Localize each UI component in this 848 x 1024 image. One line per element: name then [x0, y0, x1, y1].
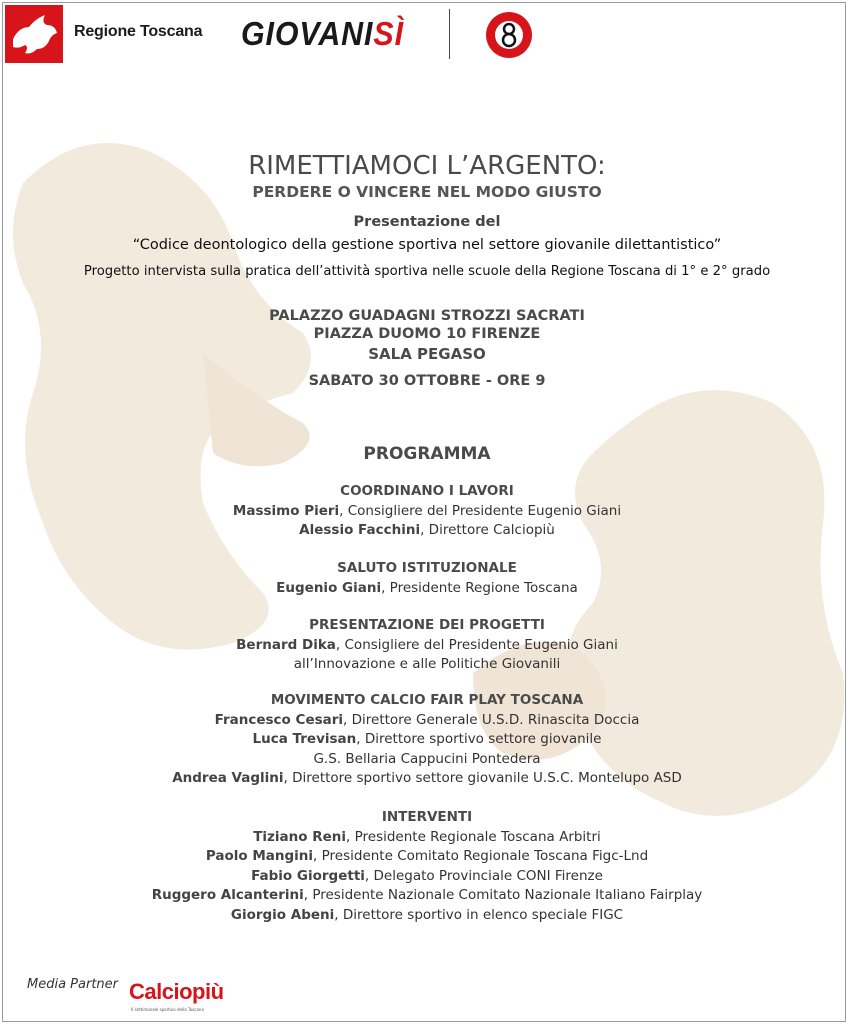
speaker-role: , Consigliere del Presidente Eugenio Giani — [339, 502, 622, 519]
giovani-word: GIOVANI — [241, 15, 374, 52]
code-title: “Codice deontologico della gestione sportiva nel settore giovanile dilettantistico” — [132, 237, 722, 253]
speaker-role: all’Innovazione e alle Politiche Giovanili — [293, 656, 561, 672]
event-title: RIMETTIAMOCI L’ARGENTO: — [248, 151, 606, 181]
event-date: SABATO 30 OTTOBRE - ORE 9 — [308, 373, 546, 389]
speaker-role: , Consigliere del Presidente Eugenio Giani — [335, 636, 618, 653]
speaker-role: G.S. Bellaria Cappucini Pontedera — [313, 750, 541, 767]
speaker-name: Bernard Dika — [236, 636, 336, 653]
program-speaker-line — [3, 887, 846, 903]
speaker-role: , Presidente Comitato Regionale Toscana Figc-Lnd — [313, 848, 649, 864]
program-speaker-line — [3, 770, 846, 786]
program-speaker-line — [3, 712, 846, 728]
speaker-role: , Direttore Generale U.S.D. Rinascita Doccia — [343, 711, 640, 728]
speaker-role: , Presidente Nazionale Comitato Nazionale Italiano Fairplay — [303, 887, 703, 903]
speaker-name: Andrea Vaglini — [172, 770, 284, 786]
si-word: SÌ — [373, 15, 404, 52]
pegasus-watermark-left-icon — [3, 123, 333, 683]
media-partner-label: Media Partner — [27, 977, 119, 992]
speaker-role: , Direttore Calciopiù — [420, 522, 555, 538]
calciopiu-tagline: Il settimanale sportivo della Toscana — [131, 1007, 204, 1012]
speaker-name: Ruggero Alcanterini — [151, 887, 304, 903]
speaker-name: Tiziano Reni — [253, 828, 347, 845]
presentation-label: Presentazione del — [353, 214, 501, 230]
speaker-name: Luca Trevisan — [252, 731, 357, 747]
program-section-title: INTERVENTI — [381, 809, 473, 825]
event-subtitle: PERDERE O VINCERE NEL MODO GIUSTO — [252, 183, 602, 201]
giovanisi-logo — [241, 15, 404, 53]
speaker-name: Fabio Giorgetti — [251, 867, 365, 884]
program-speaker-line — [3, 907, 846, 923]
speaker-role: , Presidente Regionale Toscana Arbitri — [346, 828, 601, 845]
program-speaker-line — [3, 580, 846, 596]
speaker-role: , Delegato Provinciale CONI Firenze — [364, 867, 603, 884]
program-section-title: MOVIMENTO CALCIO FAIR PLAY TOSCANA — [270, 692, 584, 708]
programma-heading: PROGRAMMA — [363, 444, 491, 464]
program-speaker-line — [3, 868, 846, 884]
speaker-role: , Direttore sportivo in elenco speciale FIGC — [334, 906, 624, 923]
poster-page — [2, 2, 846, 1022]
speaker-name: Francesco Cesari — [214, 711, 344, 728]
header-divider — [449, 9, 450, 59]
program-speaker-line — [3, 656, 846, 672]
calciopiu-logo: Calciopiù — [129, 979, 224, 1004]
program-speaker-line — [3, 829, 846, 845]
regione-toscana-logo — [5, 5, 63, 63]
speaker-name: Massimo Pieri — [232, 502, 340, 519]
program-section-title: PRESENTAZIONE DEI PROGETTI — [309, 617, 545, 633]
program-speaker-line — [3, 637, 846, 653]
pegasus-icon — [5, 5, 63, 63]
program-speaker-line — [3, 503, 846, 519]
venue-room: SALA PEGASO — [368, 345, 486, 363]
program-section-title: SALUTO ISTITUZIONALE — [337, 560, 517, 576]
speaker-name: Alessio Facchini — [299, 522, 421, 538]
speaker-name: Giorgio Abeni — [230, 906, 335, 923]
program-speaker-line — [3, 731, 846, 747]
program-section-title: COORDINANO I LAVORI — [340, 483, 514, 499]
speaker-name: Paolo Mangini — [205, 848, 314, 864]
speaker-role: , Presidente Regione Toscana — [381, 579, 578, 596]
program-speaker-line — [3, 848, 846, 864]
program-speaker-line — [3, 751, 846, 767]
project-line: Progetto intervista sulla pratica dell’attività sportiva nelle scuole della Regione Toscana di 1° e 2° grado — [83, 264, 771, 279]
venue-building: PALAZZO GUADAGNI STROZZI SACRATI — [269, 308, 585, 324]
program-speaker-line — [3, 522, 846, 538]
speaker-name: Eugenio Giani — [276, 579, 382, 596]
venue-address: PIAZZA DUOMO 10 FIRENZE — [313, 326, 541, 342]
calcio-fair-play-badge-icon — [485, 11, 533, 59]
region-name: Regione Toscana — [74, 23, 203, 40]
speaker-role: , Direttore sportivo settore giovanile U.S.C. Montelupo ASD — [283, 770, 682, 786]
speaker-role: , Direttore sportivo settore giovanile — [356, 731, 602, 747]
